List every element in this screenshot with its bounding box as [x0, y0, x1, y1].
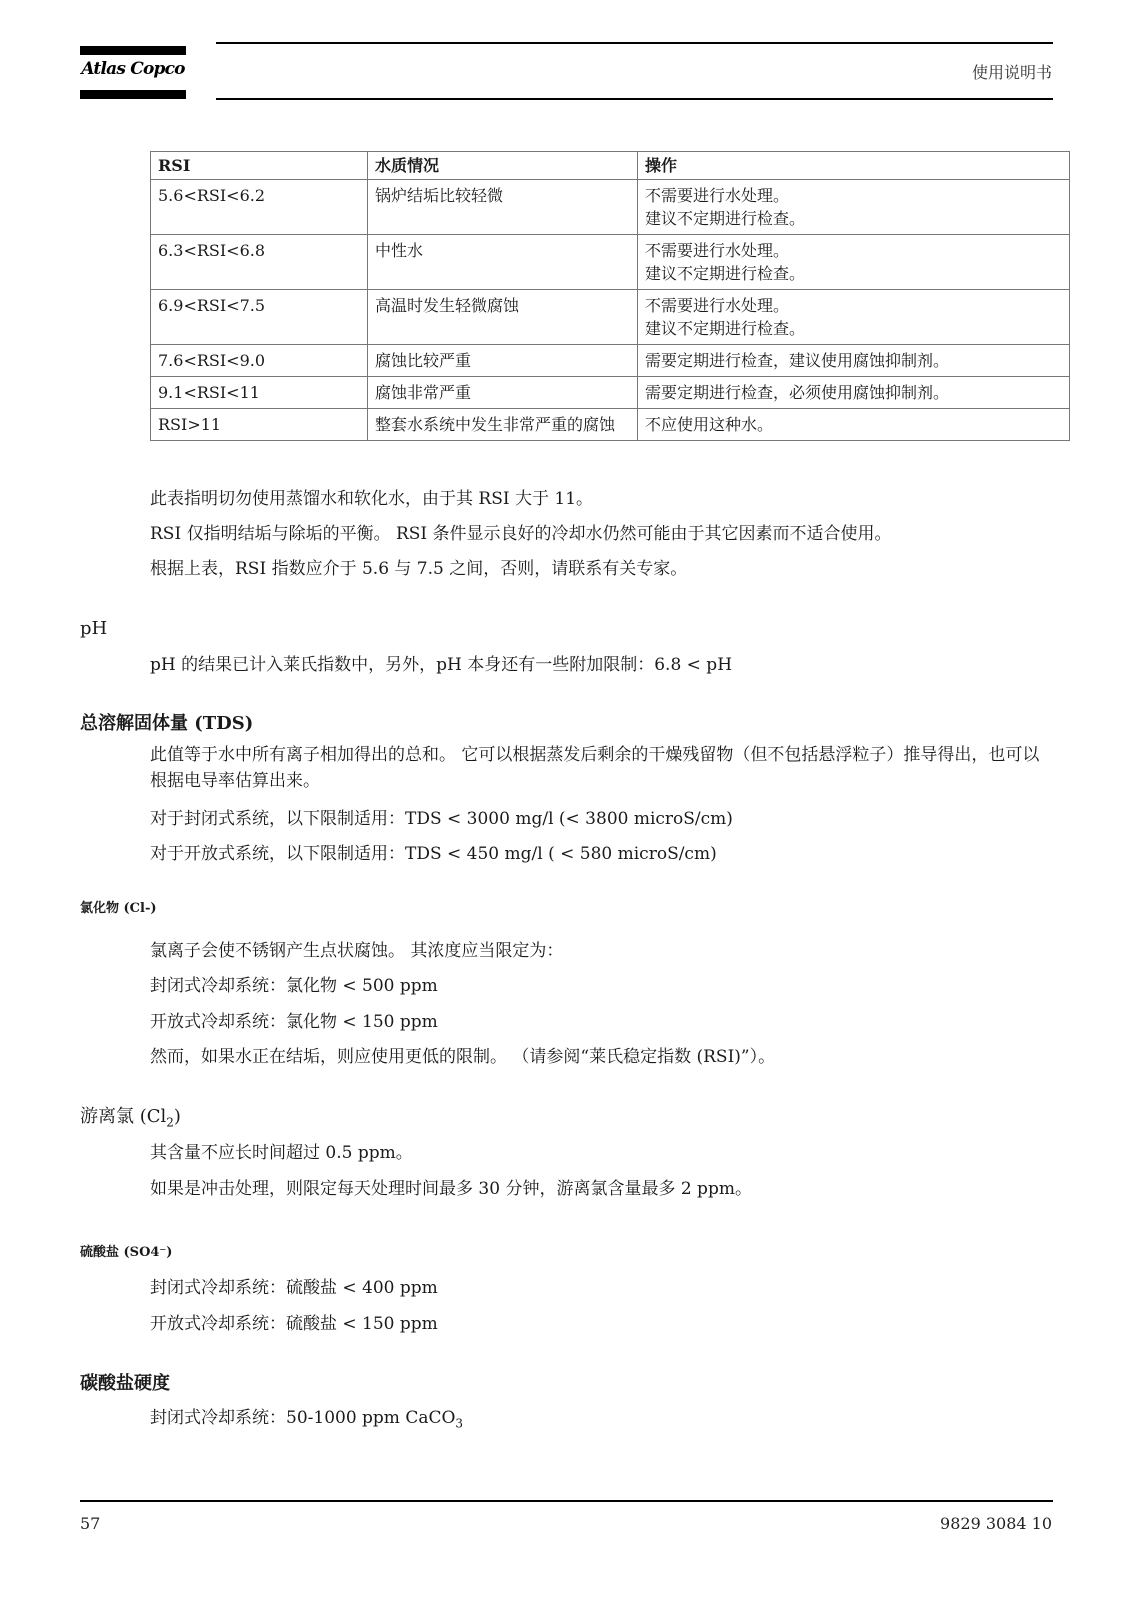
table-row	[151, 235, 1070, 290]
footer-rule	[80, 1500, 1053, 1502]
sulphate-heading: 硫酸盐 (SO4⁻)	[80, 1245, 173, 1260]
action-line: 建议不定期进行检查。	[645, 319, 806, 338]
rsi-table-header-row	[151, 152, 1070, 180]
rsi-note-range: 根据上表，RSI 指数应介于 5.6 与 7.5 之间，否则，请联系有关专家。	[150, 559, 688, 579]
table-row	[151, 377, 1070, 409]
table-row	[151, 290, 1070, 345]
atlas-copco-logo	[80, 46, 186, 98]
rsi-table	[150, 151, 1070, 441]
table-row	[151, 345, 1070, 377]
tds-paragraph: 此值等于水中所有离子相加得出的总和。 它可以根据蒸发后剩余的干燥残留物（但不包括悬浮粒子）推导得出，也可以根据电导率估算出来。	[150, 745, 1040, 791]
tds-heading: 总溶解固体量 (TDS)	[80, 713, 254, 734]
logo-top-bar	[80, 46, 186, 55]
condition-cell: 腐蚀比较严重	[368, 345, 638, 377]
rsi-range-cell: 6.3<RSI<6.8	[151, 235, 368, 290]
action-line: 建议不定期进行检查。	[645, 264, 806, 283]
header-top-rule	[216, 42, 1053, 44]
table-row	[151, 180, 1070, 235]
rsi-range-cell: 6.9<RSI<7.5	[151, 290, 368, 345]
condition-cell: 高温时发生轻微腐蚀	[368, 290, 638, 345]
page-number: 57	[80, 1514, 101, 1533]
action-cell: 需要定期进行检查，必须使用腐蚀抑制剂。	[638, 377, 1070, 409]
rsi-range-cell: 7.6<RSI<9.0	[151, 345, 368, 377]
condition-cell: 整套水系统中发生非常严重的腐蚀	[368, 409, 638, 441]
logo-bottom-bar	[80, 90, 186, 99]
rsi-note-balance: RSI 仅指明结垢与除垢的平衡。 RSI 条件显示良好的冷却水仍然可能由于其它因素而不适合使用。	[150, 524, 892, 544]
carbonate-hardness-heading: 碳酸盐硬度	[80, 1373, 170, 1394]
action-column-header: 操作	[638, 152, 1070, 180]
action-line: 不需要进行水处理。	[645, 296, 790, 315]
rsi-range-cell: RSI>11	[151, 409, 368, 441]
tds-open-limit: 对于开放式系统，以下限制适用：TDS < 450 mg/l ( < 580 microS/cm)	[150, 844, 717, 864]
free-chlorine-heading-subscript: 2	[166, 1115, 174, 1130]
action-cell: 需要定期进行检查，建议使用腐蚀抑制剂。	[638, 345, 1070, 377]
rsi-range-cell: 9.1<RSI<11	[151, 377, 368, 409]
logo-wordmark: Atlas Copco	[81, 59, 185, 79]
rsi-range-cell: 5.6<RSI<6.2	[151, 180, 368, 235]
tds-closed-limit: 对于封闭式系统，以下限制适用：TDS < 3000 mg/l (< 3800 microS/cm)	[150, 809, 733, 829]
ph-heading: pH	[80, 618, 108, 639]
action-line: 不需要进行水处理。	[645, 241, 790, 260]
document-title: 使用说明书	[971, 63, 1052, 82]
document-number: 9829 3084 10	[940, 1514, 1052, 1533]
condition-cell: 腐蚀非常严重	[368, 377, 638, 409]
action-cell: 不应使用这种水。	[638, 409, 1070, 441]
sulphate-closed-limit: 封闭式冷却系统：硫酸盐 < 400 ppm	[150, 1278, 438, 1298]
rsi-column-header: RSI	[151, 152, 368, 180]
action-cell	[638, 235, 1070, 290]
free-chlorine-limit: 其含量不应长时间超过 0.5 ppm。	[150, 1143, 413, 1163]
chloride-intro: 氯离子会使不锈钢产生点状腐蚀。 其浓度应当限定为：	[150, 941, 564, 961]
action-line: 不需要进行水处理。	[645, 186, 790, 205]
carbonate-hardness-text: 封闭式冷却系统：50-1000 ppm CaCO	[150, 1408, 456, 1428]
free-chlorine-shock-treatment: 如果是冲击处理，则限定每天处理时间最多 30 分钟，游离氯含量最多 2 ppm。	[150, 1179, 752, 1199]
free-chlorine-heading-close: )	[173, 1106, 181, 1127]
sulphate-open-limit: 开放式冷却系统：硫酸盐 < 150 ppm	[150, 1314, 438, 1334]
action-cell	[638, 180, 1070, 235]
action-line: 建议不定期进行检查。	[645, 209, 806, 228]
condition-column-header: 水质情况	[368, 152, 638, 180]
free-chlorine-heading	[80, 1102, 181, 1130]
chloride-open-limit: 开放式冷却系统：氯化物 < 150 ppm	[150, 1012, 438, 1032]
chloride-note: 然而，如果水正在结垢，则应使用更低的限制。 （请参阅“莱氏稳定指数 (RSI)”）。	[150, 1047, 776, 1067]
action-cell	[638, 290, 1070, 345]
table-row	[151, 409, 1070, 441]
condition-cell: 中性水	[368, 235, 638, 290]
carbonate-hardness-limit	[150, 1405, 463, 1436]
free-chlorine-heading-text: 游离氯 (Cl	[80, 1106, 167, 1127]
header-bottom-rule	[216, 98, 1053, 100]
carbonate-subscript: 3	[455, 1416, 464, 1431]
ph-text: pH 的结果已计入莱氏指数中，另外，pH 本身还有一些附加限制：6.8 < pH	[150, 655, 733, 675]
chloride-heading: 氯化物 (Cl-)	[80, 901, 157, 916]
chloride-closed-limit: 封闭式冷却系统：氯化物 < 500 ppm	[150, 976, 438, 996]
condition-cell: 锅炉结垢比较轻微	[368, 180, 638, 235]
rsi-note-distilled-water: 此表指明切勿使用蒸馏水和软化水，由于其 RSI 大于 11。	[150, 489, 594, 509]
